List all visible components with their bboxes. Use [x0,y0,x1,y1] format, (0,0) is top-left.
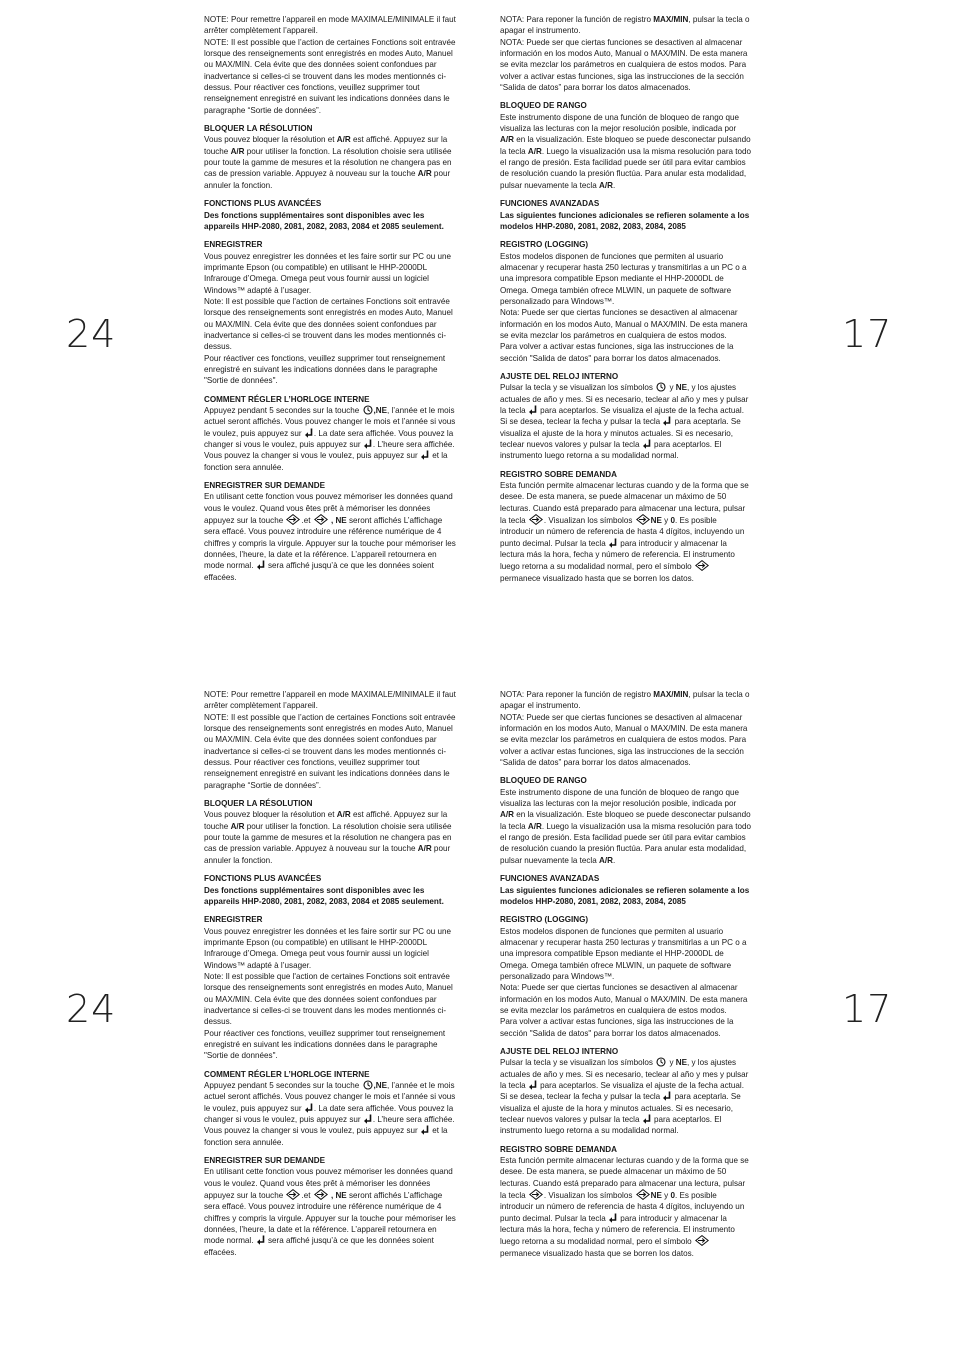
es-demanda-title: REGISTRO SOBRE DEMANDA [500,1144,617,1154]
text-run: seront affichés L’affichage sera effacé. Vous pouvez introduire une référence numérique de 4 chiffres y compris la virgule. Appuyer sur la touche pour mémoriser les données, l’heure, la date et la référence. L’appareil retournera en mode normal. [204,1191,456,1246]
es-registro-p3: Para volver a activar estas funciones, siga las instrucciones de la sección "Salida de datos" para borrar los datos almacenados. [500,342,734,363]
fr-horloge-section [204,1069,456,1148]
fr-enregistrer-p3: Pour réactiver ces fonctions, veuillez supprimer tout renseignement enregistré en suivant les indications données dans le paragraphe "Sortie de données". [204,353,446,386]
es-bloqueo-title: BLOQUEO DE RANGO [500,101,587,111]
clock-icon [363,405,373,415]
ne-label: ,NE [373,406,387,415]
enter-arrow-icon [421,450,429,460]
text-run: pour annuler la fonction. [204,844,451,865]
enter-arrow-icon [609,538,617,548]
es-demanda-title: REGISTRO SOBRE DEMANDA [500,469,617,479]
store-diamond-icon [529,1189,543,1200]
text-run: . [612,855,616,865]
text-run: en la visualización. Este bloqueo se puede desconectar pulsando la tecla [500,135,751,156]
ne-label: , NE [328,1191,347,1201]
text-run: pour utiliser la fonction. La résolution choisie sera utilisée pour toute la gamme de mesures et la résolution ne changera pas en cas de pression variable. Appuyez à nouveau sur la touche [204,146,452,179]
store-diamond-icon [314,514,328,525]
text-run: seront affichés L’affichage sera effacé. Vous pouvez introduire une référence numérique de 4 chiffres y compris la virgule. Appuyer sur la touche pour mémoriser les données, l’heure, la date et la référence. L’appareil retournera en mode normal. [204,516,456,571]
es-demanda-section [500,1144,752,1259]
ar-label: A/R [527,821,542,831]
es-registro-p2: Nota: Puede ser que ciertas funciones se desactiven al almacenar información en los modos Auto, Manual o MAX/MIN. De esta manera se evita mezclar los parámetros en cualquiera de estos modos. [500,308,748,340]
text-run: Appuyez pendant 5 secondes sur la touche [204,406,362,415]
text-run: Pulsar la tecla y se visualizan los símbolos [500,1058,656,1068]
fr-horloge-section [204,394,456,473]
maxmin-label: MAX/MIN [653,15,689,24]
fr-avancees-section [204,873,456,907]
enter-arrow-icon [421,1125,429,1135]
fr-intro [204,14,456,116]
fr-enregistrer-p1: Vous pouvez enregistrer les données et les faire sortir sur PC ou une imprimante Epson (ou compatible) en utilisant le HHP-2000DL Infrarouge d’Omega. Omega peut vous fournir aussi un logiciel Windows™ adapté à l’usager. [204,926,451,970]
es-demanda-text [500,1155,752,1259]
es-note-maxmin [500,14,752,37]
clock-icon [363,1080,373,1090]
sheet-bottom [0,675,954,1350]
fr-enregistrer-section [204,239,456,386]
text-run: Appuyez pendant 5 secondes sur la touche [204,1081,362,1090]
es-reloj-section [500,371,752,462]
ar-label: A/R [336,810,351,820]
fr-note-maxmin: NOTE: Pour remettre l’appareil en mode MAXIMALE/MINIMALE il faut arrêter complètement l’appareil. [204,15,456,36]
text-run: y [667,1058,676,1068]
text-run: NOTA: Para reponer la función de registro [500,690,654,699]
enter-arrow-icon [529,1080,537,1090]
text-run: para introducir y almacenar la lectura más la hora, fecha y número de referencia. El instrumento luego retorna a su modalidad normal, pero el símbolo [500,1213,735,1247]
ne-label: NE [675,1058,687,1068]
enter-arrow-icon [257,1235,265,1245]
store-diamond-icon [314,1189,328,1200]
es-registro-p1: Estos modelos disponen de funciones que permiten al usuario almacenar y recuperar hasta 250 lecturas y transmitirlas a un PC o a una impresora compatible Epson mediante el HHP-2000DL de Omega. Omega también ofrece MLWIN, un paquete de software personalizado para Windows™. [500,251,747,306]
es-reloj-text [500,1057,752,1136]
ar-label: A/R [527,146,542,156]
fr-enregistrer-p2: Note: Il est possible que l'action de certaines Fonctions soit entravée lorsque des renseignements sont enregistrés en modes Auto, Manuel ou MAX/MIN. Cela évite que des données soient confondues par inadvertance si celles-ci se trouvent dans les modes mentionnés ci-dessus. [204,296,453,352]
es-avanzadas-title: FUNCIONES AVANZADAS [500,199,600,209]
es-avanzadas-subtitle: Las siguientes funciones adicionales se refieren solamente a los modelos HHP-2080, 2081, 2082, 2083, 2084, 2085 [500,210,750,231]
text-run: para aceptarlos. El instrumento luego retorna a su modalidad normal. [500,440,722,461]
fr-demande-text [204,491,456,583]
fr-demande-section [204,1155,456,1258]
enter-arrow-icon [663,416,671,426]
fr-bloquer-title: BLOQUER LA RÉSOLUTION [204,124,313,134]
text-run: sera affiché jusqu’à ce que les données soient effacées. [204,561,434,582]
es-avanzadas-subtitle: Las siguientes funciones adicionales se refieren solamente a los modelos HHP-2080, 2081, 2082, 2083, 2084, 2085 [500,885,750,906]
text-run: para aceptarlos. Se visualiza el ajuste de la fecha actual. Si se desea, teclear la fecha y pulsar la tecla [500,406,744,427]
text-run: Vous pouvez bloquer la résolution et [204,810,337,820]
fr-enregistrer-section [204,914,456,1061]
text-run: . Visualizan los símbolos [543,516,635,526]
text-run: , y los ajustes actuales de año y mes. Si es necesario, teclear al año y mes y pulsar la tecla [500,383,749,415]
fr-note-functions: NOTE: Il est possible que l’action de certaines Fonctions soit entravée lorsque des renseignements sont enregistrés en modes Auto, Manuel ou MAX/MIN. Cela évite que des données soient confondues par inadvertance si celles-ci se trouvent dans les modes mentionnés ci-dessus. Pour réactiver ces fonctions, veuillez supprimer tout renseignement enregistré en suivant les indications données dans le paragraphe “Sortie de données”. [204,37,456,115]
fr-bloquer-title: BLOQUER LA RÉSOLUTION [204,799,313,809]
text-run: y [661,516,671,526]
es-registro-p1: Estos modelos disponen de funciones que permiten al usuario almacenar y recuperar hasta 250 lecturas y transmitirlas a un PC o a una impresora compatible Epson mediante el HHP-2000DL de Omega. Omega también ofrece MLWIN, un paquete de software personalizado para Windows™. [500,926,747,981]
es-avanzadas-title: FUNCIONES AVANZADAS [500,874,600,884]
text-run: sera affiché jusqu’à ce que les données soient effacées. [204,1236,434,1257]
es-intro [500,14,752,93]
enter-arrow-icon [257,560,265,570]
clock-icon [656,1057,666,1067]
fr-enregistrer-p3: Pour réactiver ces fonctions, veuillez supprimer tout renseignement enregistré en suivant les indications données dans le paragraphe "Sortie de données". [204,1028,446,1061]
es-avanzadas-section [500,198,752,232]
fr-avancees-section [204,198,456,232]
fr-demande-title: ENREGISTRER SUR DEMANDE [204,481,325,491]
text-run: Esta función permite almacenar lecturas cuando y de la forma que se desee. De esta manera, se puede almacenar un máximo de 50 lecturas. Cuando está preparado para almacenar una lectura, pulsar la tecla [500,1156,749,1201]
fr-note-functions: NOTE: Il est possible que l’action de certaines Fonctions soit entravée lorsque des renseignements sont enregistrés en modes Auto, Manuel ou MAX/MIN. Cela évite que des données soient confondues par inadvertance si celles-ci se trouvent dans les modes mentionnés ci-dessus. Pour réactiver ces fonctions, veuillez supprimer tout renseignement enregistré en suivant les indications données dans le paragraphe “Sortie de données”. [204,712,456,790]
enter-arrow-icon [305,428,313,438]
text-run: En utilisant cette fonction vous pouvez mémoriser les données quand vous le voulez. Quand vous êtes prêt à mémoriser les données appuyez sur la touche [204,1167,453,1201]
es-intro [500,689,752,768]
text-run: . [612,180,616,190]
text-run: .et [301,516,313,526]
text-run: . L’heure sera affichée. Vous pouvez la changer si vous le voulez, puis appuyez sur [204,440,455,461]
es-demanda-section [500,469,752,584]
es-registro-title: REGISTRO (LOGGING) [500,240,589,250]
fr-enregistrer-title: ENREGISTRER [204,915,263,925]
enter-arrow-icon [305,1103,313,1113]
text-run: . Es posible introducir un número de referencia de hasta 4 dígitos, incluyendo un punto decimal. Pulsar la tecla [500,1191,745,1223]
ne-label: , NE [328,516,347,526]
text-run: pour utiliser la fonction. La résolution choisie sera utilisée pour toute la gamme de mesures et la résolution ne changera pas en cas de pression variable. Appuyez à nouveau sur la touche [204,821,452,854]
text-run: para introducir y almacenar la lectura más la hora, fecha y número de referencia. El instrumento luego retorna a su modalidad normal, pero el símbolo [500,538,735,572]
page-number-right: 17 [842,312,893,356]
text-run: . Luego la visualización usa la misma resolución para todo el rango de presión. Esta facilidad puede ser útil para evitar cambios de resolución cuando la presión fluctúa. Para anular esta modalidad, pulsar nuevamente la tecla [500,146,752,190]
page-number-right: 17 [842,987,893,1031]
text-run: Vous pouvez bloquer la résolution et [204,135,337,145]
text-run: . L’heure sera affichée. Vous pouvez la changer si vous le voulez, puis appuyez sur [204,1115,455,1136]
text-run: Pulsar la tecla y se visualizan los símbolos [500,383,656,393]
text-run: Esta función permite almacenar lecturas cuando y de la forma que se desee. De esta manera, se puede almacenar un máximo de 50 lecturas. Cuando está preparado para almacenar una lectura, pulsar la tecla [500,481,749,526]
fr-avancees-subtitle: Des fonctions supplémentaires sont disponibles avec les appareils HHP-2080, 2081, 2082, 2083, 2084 et 2085 seulement. [204,885,444,906]
text-run: et la fonction sera annulée. [204,451,448,472]
ar-label: A/R [417,844,432,854]
text-run: en la visualización. Este bloqueo se puede desconectar pulsando la tecla [500,810,751,831]
enter-arrow-icon [529,405,537,415]
es-registro-section [500,914,752,1039]
fr-horloge-title: COMMENT RÉGLER L’HORLOGE INTERNE [204,394,370,404]
text-run: y [667,383,676,393]
spanish-column [500,689,752,1266]
ar-label: A/R [500,810,514,820]
es-reloj-section [500,1046,752,1137]
clock-icon [656,382,666,392]
store-diamond-icon [695,560,709,571]
ne-label: NE [650,1191,662,1201]
text-run: y [661,1191,671,1201]
french-column [204,14,456,590]
fr-note-maxmin: NOTE: Pour remettre l’appareil en mode MAXIMALE/MINIMALE il faut arrêter complètement l’appareil. [204,690,456,711]
es-note-maxmin [500,689,752,712]
text-run: , y los ajustes actuales de año y mes. Si es necesario, teclear al año y mes y pulsar la tecla [500,1058,749,1090]
page-number-left: 24 [66,312,117,356]
text-run: , pulsar la tecla o apagar el instrumento. [500,690,750,711]
fr-bloquer-text [204,809,456,866]
spanish-column [500,14,752,591]
french-column [204,689,456,1265]
store-diamond-icon [636,514,650,525]
text-run: , l’année et le mois actuel seront affichés. Vous pouvez changer le mois et l’année si vous le voulez, puis appuyez sur [204,406,456,438]
es-note-functions: NOTA: Puede ser que ciertas funciones se desactiven al almacenar información en los modos Auto, Manual o MAX/MIN. De esta manera se evita mezclar los parámetros en cualquiera de estos modos. Para volver a activar estas funciones, siga las instrucciones de la sección “Salida de datos” para borrar los datos almacenados. [500,37,748,93]
es-registro-p2: Nota: Puede ser que ciertas funciones se desactiven al almacenar información en los modos Auto, Manual o MAX/MIN. De esta manera se evita mezclar los parámetros en cualquiera de estos modos. [500,983,748,1015]
fr-demande-section [204,480,456,583]
text-run: , pulsar la tecla o apagar el instrumento. [500,15,750,36]
es-bloqueo-title: BLOQUEO DE RANGO [500,776,587,786]
enter-arrow-icon [364,439,372,449]
es-registro-section [500,239,752,364]
es-bloqueo-text [500,787,752,866]
text-run: et la fonction sera annulée. [204,1126,448,1147]
enter-arrow-icon [663,1091,671,1101]
fr-enregistrer-p2: Note: Il est possible que l'action de certaines Fonctions soit entravée lorsque des renseignements sont enregistrés en modes Auto, Manuel ou MAX/MIN. Cela évite que des données soient confondues par inadvertance si celles-ci se trouvent dans les modes mentionnés ci-dessus. [204,971,453,1027]
sheet-top [0,0,954,675]
text-run: para aceptarla. Se visualiza el ajuste de la hora y minutos actuales. Si es necesario, teclear nuevos valores y pulsar la tecla [500,417,741,450]
text-run: permanece visualizado hasta que se borren los datos. [500,573,694,583]
text-run: En utilisant cette fonction vous pouvez mémoriser les données quand vous le voulez. Quand vous êtes prêt à mémoriser les données appuyez sur la touche [204,492,453,526]
fr-horloge-text [204,405,456,473]
store-diamond-icon [286,514,300,525]
maxmin-label: MAX/MIN [653,690,689,699]
text-run: . Es posible introducir un número de referencia de hasta 4 dígitos, incluyendo un punto decimal. Pulsar la tecla [500,516,745,548]
text-run: NOTA: Para reponer la función de registro [500,15,654,24]
fr-horloge-title: COMMENT RÉGLER L’HORLOGE INTERNE [204,1069,370,1079]
ar-label: A/R [598,180,613,190]
fr-avancees-title: FONCTIONS PLUS AVANCÉES [204,199,322,209]
ar-label: A/R [230,146,245,156]
text-run: Este instrumento dispone de una función de bloqueo de rango que visualiza las lecturas con la mejor resolución posible, indicada por [500,787,739,809]
text-run: permanece visualizado hasta que se borren los datos. [500,1248,694,1258]
es-reloj-title: AJUSTE DEL RELOJ INTERNO [500,371,619,381]
zero-label: 0 [670,516,675,526]
text-run: . Visualizan los símbolos [543,1191,635,1201]
enter-arrow-icon [609,1213,617,1223]
fr-bloquer-section [204,798,456,866]
fr-horloge-text [204,1080,456,1148]
text-run: pour annuler la fonction. [204,169,451,190]
fr-demande-text [204,1166,456,1258]
fr-avancees-title: FONCTIONS PLUS AVANCÉES [204,874,322,884]
fr-demande-title: ENREGISTRER SUR DEMANDE [204,1156,325,1166]
text-run: para aceptarlos. El instrumento luego retorna a su modalidad normal. [500,1115,722,1136]
ar-label: A/R [417,169,432,179]
text-run: para aceptarla. Se visualiza el ajuste de la hora y minutos actuales. Si es necesario, teclear nuevos valores y pulsar la tecla [500,1092,741,1125]
es-avanzadas-section [500,873,752,907]
store-diamond-icon [529,514,543,525]
fr-enregistrer-title: ENREGISTRER [204,240,263,250]
ne-label: ,NE [373,1081,387,1090]
text-run: est affiché. Appuyez sur la touche [204,810,448,831]
store-diamond-icon [695,1235,709,1246]
text-run: .et [301,1191,313,1201]
fr-intro [204,689,456,791]
fr-bloquer-text [204,134,456,191]
fr-enregistrer-p1: Vous pouvez enregistrer les données et les faire sortir sur PC ou une imprimante Epson (ou compatible) en utilisant le HHP-2000DL Infrarouge d’Omega. Omega peut vous fournir aussi un logiciel Windows™ adapté à l’usager. [204,251,451,295]
store-diamond-icon [286,1189,300,1200]
text-run: , l’année et le mois actuel seront affichés. Vous pouvez changer le mois et l’année si vous le voulez, puis appuyez sur [204,1081,456,1113]
es-registro-title: REGISTRO (LOGGING) [500,915,589,925]
es-bloqueo-text [500,112,752,191]
fr-bloquer-section [204,123,456,191]
text-run: . La date sera affichée. Vous pouvez la changer si vous le voulez, puis appuyez sur [204,428,454,450]
es-reloj-title: AJUSTE DEL RELOJ INTERNO [500,1046,619,1056]
text-run: . Luego la visualización usa la misma resolución para todo el rango de presión. Esta facilidad puede ser útil para evitar cambios de resolución cuando la presión fluctúa. Para anular esta modalidad, pulsar nuevamente la tecla [500,821,752,865]
text-run: para aceptarlos. Se visualiza el ajuste de la fecha actual. Si se desea, teclear la fecha y pulsar la tecla [500,1081,744,1102]
text-run: est affiché. Appuyez sur la touche [204,135,448,156]
ar-label: A/R [336,135,351,145]
es-bloqueo-section [500,775,752,866]
es-reloj-text [500,382,752,461]
fr-avancees-subtitle: Des fonctions supplémentaires sont disponibles avec les appareils HHP-2080, 2081, 2082, 2083, 2084 et 2085 seulement. [204,210,444,231]
page-number-left: 24 [66,987,117,1031]
text-run: . La date sera affichée. Vous pouvez la changer si vous le voulez, puis appuyez sur [204,1103,454,1125]
enter-arrow-icon [643,1114,651,1124]
es-demanda-text [500,480,752,584]
ne-label: NE [650,516,662,526]
ar-label: A/R [598,855,613,865]
es-registro-p3: Para volver a activar estas funciones, siga las instrucciones de la sección "Salida de datos" para borrar los datos almacenados. [500,1017,734,1038]
text-run: Este instrumento dispone de una función de bloqueo de rango que visualiza las lecturas con la mejor resolución posible, indicada por [500,112,739,134]
store-diamond-icon [636,1189,650,1200]
ar-label: A/R [500,135,514,145]
ar-label: A/R [230,821,245,831]
es-bloqueo-section [500,100,752,191]
zero-label: 0 [670,1191,675,1201]
es-note-functions: NOTA: Puede ser que ciertas funciones se desactiven al almacenar información en los modos Auto, Manual o MAX/MIN. De esta manera se evita mezclar los parámetros en cualquiera de estos modos. Para volver a activar estas funciones, siga las instrucciones de la sección “Salida de datos” para borrar los datos almacenados. [500,712,748,768]
enter-arrow-icon [643,439,651,449]
ne-label: NE [675,383,687,393]
enter-arrow-icon [364,1114,372,1124]
